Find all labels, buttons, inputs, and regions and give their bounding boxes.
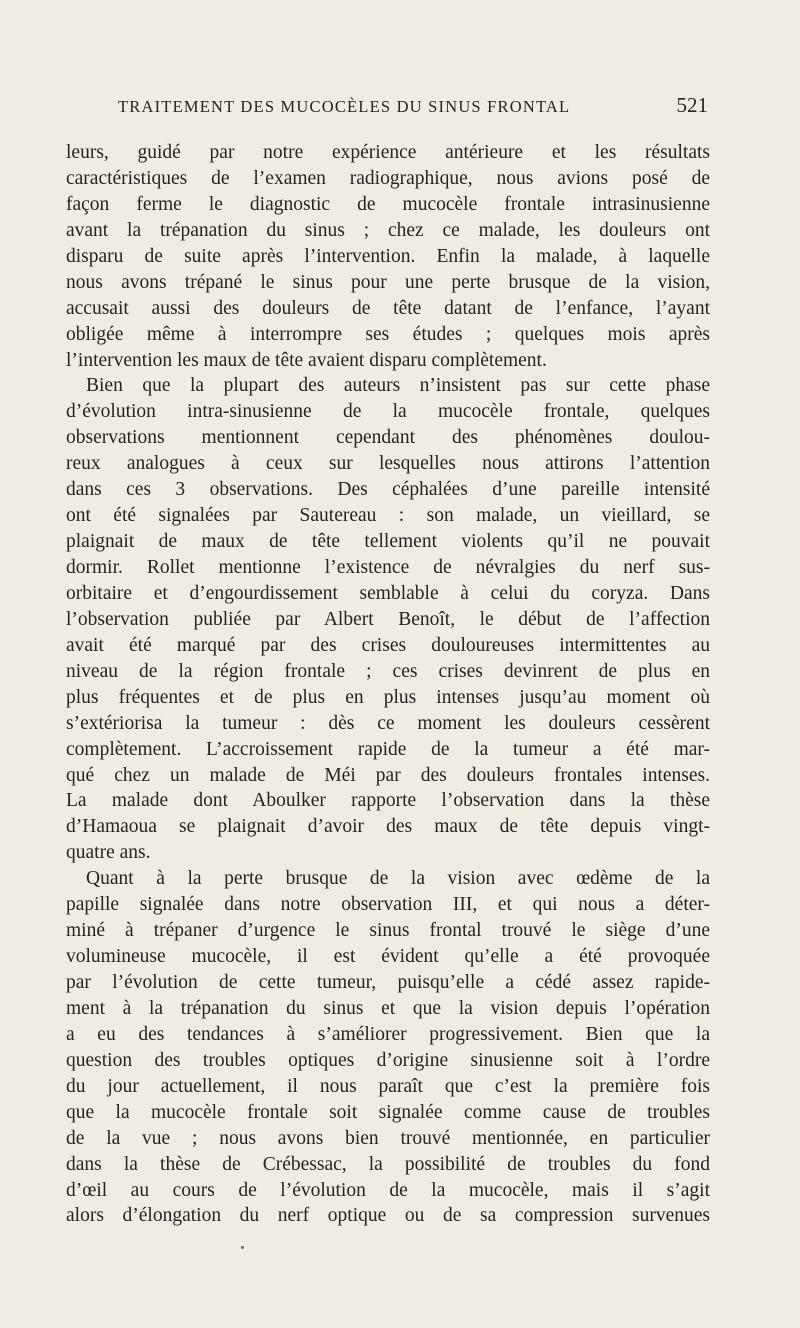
text-line: de la vue ; nous avons bien trouvé mentionnée, en particulier (66, 1127, 710, 1149)
text-line: façon ferme le diagnostic de mucocèle frontale intrasinusienne (66, 193, 710, 215)
text-line: complètement. L’accroissement rapide de la tumeur a été mar- (66, 738, 710, 760)
text-line: dans ces 3 observations. Des céphalées d’une pareille intensité (66, 479, 710, 501)
ink-speck (241, 1246, 244, 1249)
body-text (66, 140, 710, 1229)
text-line: du jour actuellement, il nous paraît que c’est la première fois (66, 1075, 710, 1097)
text-line: niveau de la région frontale ; ces crises devinrent de plus en (66, 660, 710, 682)
text-line: reux analogues à ceux sur lesquelles nous attirons l’attention (66, 453, 710, 475)
text-line: accusait aussi des douleurs de tête datant de l’enfance, l’ayant (66, 297, 710, 319)
text-line: caractéristiques de l’examen radiographique, nous avions posé de (66, 167, 710, 189)
text-line: d’évolution intra-sinusienne de la mucocèle frontale, quelques (66, 401, 710, 423)
text-line: nous avons trépané le sinus pour une perte brusque de la vision, (66, 271, 710, 293)
page-number: 521 (676, 93, 708, 117)
paragraph (66, 866, 710, 1229)
text-line: observations mentionnent cependant des phénomènes doulou- (66, 427, 710, 449)
text-line: ment à la trépanation du sinus et que la vision depuis l’opération (66, 997, 710, 1019)
text-line: disparu de suite après l’intervention. Enfin la malade, à laquelle (66, 245, 710, 267)
text-line: question des troubles optiques d’origine sinusienne soit à l’ordre (66, 1049, 710, 1071)
text-line: d’Hamaoua se plaignait d’avoir des maux de tête depuis vingt- (66, 816, 710, 838)
text-line: volumineuse mucocèle, il est évident qu’elle a été provoquée (66, 946, 710, 968)
text-line: leurs, guidé par notre expérience antérieure et les résultats (66, 142, 710, 163)
text-line: orbitaire et d’engourdissement semblable à celui du coryza. Dans (66, 582, 710, 604)
text-line: s’extériorisa la tumeur : dès ce moment les douleurs cessèrent (66, 712, 710, 734)
text-line: quatre ans. (66, 842, 151, 864)
paragraph (66, 140, 710, 373)
paragraph (66, 373, 710, 866)
text-line: ont été signalées par Sautereau : son malade, un vieillard, se (66, 505, 710, 527)
text-line: qué chez un malade de Méi par des douleurs frontales intenses. (66, 764, 710, 786)
text-line: papille signalée dans notre observation III, et qui nous a déter- (66, 894, 710, 916)
text-line: avant la trépanation du sinus ; chez ce malade, les douleurs ont (66, 219, 710, 241)
text-line: avait été marqué par des crises douloureuses intermittentes au (66, 634, 710, 656)
text-line: que la mucocèle frontale soit signalée comme cause de troubles (66, 1101, 710, 1123)
text-line: La malade dont Aboulker rapporte l’observation dans la thèse (66, 790, 710, 812)
text-line: Quant à la perte brusque de la vision avec œdème de la (86, 868, 710, 890)
text-line: l’intervention les maux de tête avaient disparu complètement. (66, 349, 547, 371)
running-header (118, 94, 708, 122)
text-line: plaignait de maux de tête tellement violents qu’il ne pouvait (66, 531, 710, 553)
text-line: dans la thèse de Crébessac, la possibilité de troubles du fond (66, 1153, 710, 1175)
text-line: Bien que la plupart des auteurs n’insistent pas sur cette phase (86, 375, 710, 397)
running-title: TRAITEMENT DES MUCOCÈLES DU SINUS FRONTAL (118, 97, 571, 116)
text-line: dormir. Rollet mentionne l’existence de névralgies du nerf sus- (66, 557, 710, 578)
text-line: par l’évolution de cette tumeur, puisqu’elle a cédé assez rapide- (66, 972, 710, 993)
text-line: plus fréquentes et de plus en plus intenses jusqu’au moment où (66, 686, 710, 708)
text-line: a eu des tendances à s’améliorer progressivement. Bien que la (66, 1023, 710, 1045)
text-line: miné à trépaner d’urgence le sinus frontal trouvé le siège d’une (66, 920, 710, 942)
text-line: obligée même à interrompre ses études ; quelques mois après (66, 323, 710, 345)
text-line: alors d’élongation du nerf optique ou de sa compression survenues (66, 1205, 710, 1227)
text-line: l’observation publiée par Albert Benoît, le début de l’affection (66, 608, 710, 630)
text-line: d’œil au cours de l’évolution de la mucocèle, mais il s’agit (66, 1179, 710, 1201)
